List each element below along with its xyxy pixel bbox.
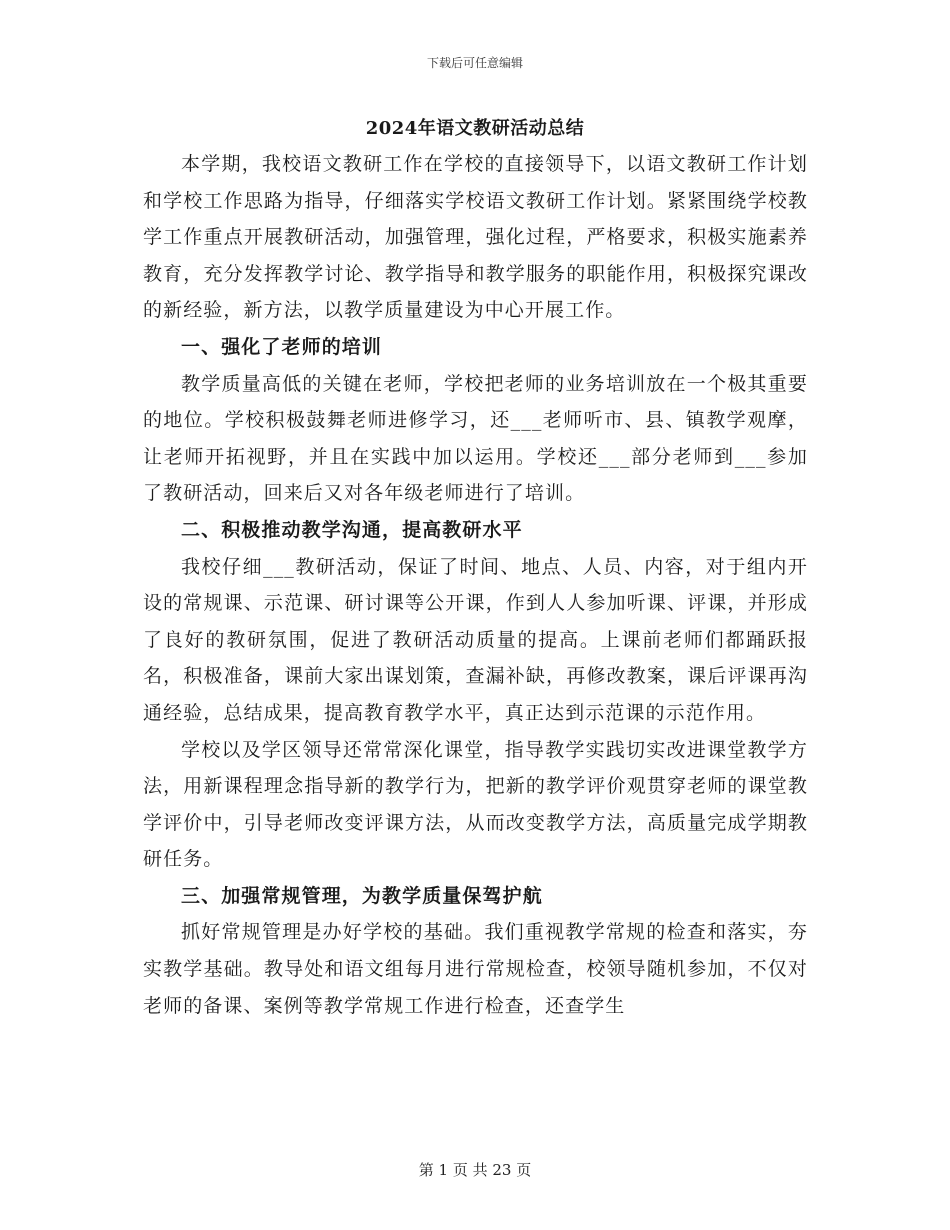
section-2-paragraph-1: 我校仔细___教研活动，保证了时间、地点、人员、内容，对于组内开设的常规课、示范课、研讨课等公开课，作到人人参加听课、评课，并形成了良好的教研氛围，促进了教研活动质量的提高。上课前老师们都踊跃报名，积极准备，课前大家出谋划策，查漏补缺，再修改教案，课后评课再沟通经验，总结成果，提高教育教学水平，真正达到示范课的示范作用。 <box>143 555 808 724</box>
section-1-paragraph-1: 教学质量高低的关键在老师，学校把老师的业务培训放在一个极其重要的地位。学校积极鼓舞老师进修学习，还___老师听市、县、镇教学观摩，让老师开拓视野，并且在实践中加以运用。学校还___部分老师到___参加了教研活动，回来后又对各年级老师进行了培训。 <box>143 372 808 505</box>
section-heading-2: 二、积极推动教学沟通，提高教研水平 <box>181 518 523 541</box>
section-heading-1: 一、强化了老师的培训 <box>181 335 383 358</box>
section-heading-3: 三、加强常规管理，为教学质量保驾护航 <box>181 884 543 907</box>
page-footer: 第 1 页 共 23 页 <box>418 1161 532 1179</box>
document-body <box>143 146 808 1024</box>
intro-paragraph: 本学期，我校语文教研工作在学校的直接领导下，以语文教研工作计划和学校工作思路为指导，仔细落实学校语文教研工作计划。紧紧围绕学校教学工作重点开展教研活动，加强管理，强化过程，严格要求，积极实施素养教育，充分发挥教学讨论、教学指导和教学服务的职能作用，积极探究课改的新经验，新方法，以教学质量建设为中心开展工作。 <box>143 153 808 322</box>
document-title: 2024年语文教研活动总结 <box>365 118 585 139</box>
section-3-paragraph-1: 抓好常规管理是办好学校的基础。我们重视教学常规的检查和落实，夯实教学基础。教导处和语文组每月进行常规检查，校领导随机参加，不仅对老师的备课、案例等教学常规工作进行检查，还查学生 <box>143 921 808 1017</box>
section-2-paragraph-2: 学校以及学区领导还常常深化课堂，指导教学实践切实改进课堂教学方法，用新课程理念指导新的教学行为，把新的教学评价观贯穿老师的课堂教学评价中，引导老师改变评课方法，从而改变教学方法，高质量完成学期教研任务。 <box>143 738 808 871</box>
header-note: 下载后可任意编辑 <box>426 56 523 70</box>
